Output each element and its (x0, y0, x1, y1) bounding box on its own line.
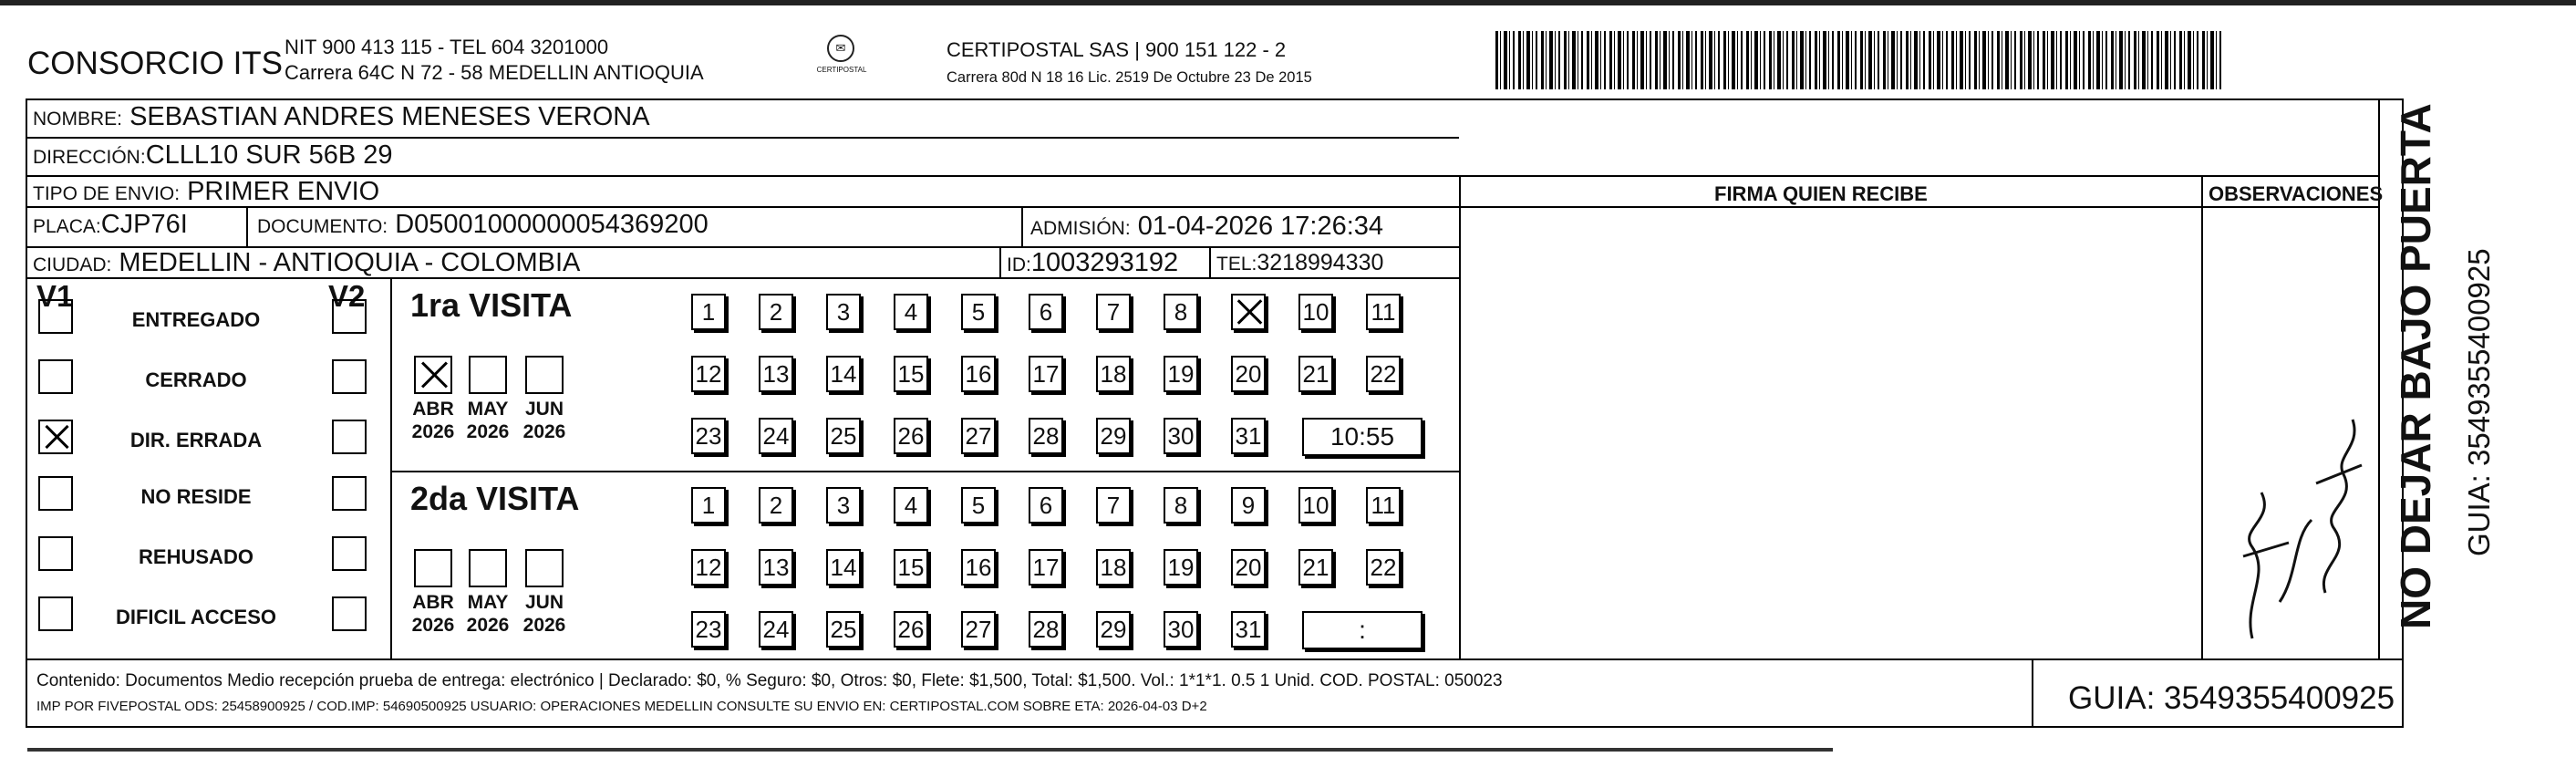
day-box[interactable]: 16 (961, 356, 996, 392)
month-checkbox[interactable] (525, 356, 564, 394)
day-box[interactable]: 25 (826, 611, 861, 648)
day-box[interactable]: 11 (1366, 294, 1401, 330)
day-box[interactable]: 7 (1096, 294, 1131, 330)
day-box[interactable]: 1 (691, 487, 726, 524)
day-box[interactable]: 21 (1298, 549, 1333, 586)
day-box[interactable]: 21 (1298, 356, 1333, 392)
day-box[interactable]: 22 (1366, 356, 1401, 392)
field-id: ID:1003293192 (1007, 248, 1179, 277)
day-box[interactable]: 13 (759, 356, 793, 392)
day-box[interactable]: 24 (759, 611, 793, 648)
month-name: MAY (467, 399, 509, 420)
day-box[interactable]: 3 (826, 294, 861, 330)
day-box[interactable]: 4 (894, 487, 928, 524)
month-year: 2026 (466, 615, 510, 636)
courier-name: CERTIPOSTAL SAS | 900 151 122 - 2 (947, 38, 1287, 61)
logo-text: CERTIPOSTAL (816, 66, 867, 74)
day-box[interactable]: 27 (961, 418, 996, 454)
status-label: CERRADO (145, 368, 247, 391)
day-box[interactable]: 30 (1164, 418, 1198, 454)
month-checkbox[interactable] (414, 549, 452, 587)
barcode (1495, 31, 2225, 89)
month-name: ABR (412, 592, 454, 613)
day-box[interactable]: 14 (826, 356, 861, 392)
day-box[interactable]: 29 (1096, 418, 1131, 454)
day-box[interactable]: 29 (1096, 611, 1131, 648)
month-name: JUN (524, 399, 564, 420)
month-year: 2026 (411, 421, 455, 442)
document-value: D05001000000054369200 (395, 210, 709, 239)
day-box[interactable]: 17 (1029, 549, 1063, 586)
day-box[interactable]: 28 (1029, 611, 1063, 648)
day-box[interactable]: 20 (1231, 549, 1266, 586)
footer-print-info: IMP POR FIVEPOSTAL ODS: 25458900925 / COD.IMP: 54690500925 USUARIO: OPERACIONES MEDELLIN CONSULTE SU ENVIO EN: CERTIPOSTAL.COM SOBRE ETA: 2026-04-03 D+2 (36, 699, 1207, 714)
day-box[interactable]: 22 (1366, 549, 1401, 586)
day-box[interactable]: 4 (894, 294, 928, 330)
day-box[interactable]: 18 (1096, 549, 1131, 586)
plate-value: CJP76I (100, 210, 188, 239)
signature-header: FIRMA QUIEN RECIBE (1714, 182, 1928, 205)
field-nombre: NOMBRE: SEBASTIAN ANDRES MENESES VERONA (33, 102, 650, 131)
visit-title: 1ra VISITA (410, 286, 573, 324)
day-box[interactable]: 9 (1231, 487, 1266, 524)
day-box[interactable]: 19 (1164, 356, 1198, 392)
day-box[interactable]: 15 (894, 356, 928, 392)
day-box[interactable]: 10 (1298, 294, 1333, 330)
day-box[interactable]: 3 (826, 487, 861, 524)
status-label: DIFICIL ACCESO (115, 606, 276, 628)
day-box[interactable]: 28 (1029, 418, 1063, 454)
day-box[interactable]: 6 (1029, 487, 1063, 524)
admission-value: 01-04-2026 17:26:34 (1137, 212, 1384, 241)
v2-header: V2 (328, 279, 366, 313)
month-year: 2026 (466, 421, 510, 442)
day-box[interactable]: 15 (894, 549, 928, 586)
day-box[interactable]: 26 (894, 611, 928, 648)
courier-info (947, 36, 1312, 91)
day-box[interactable]: 5 (961, 487, 996, 524)
day-box[interactable]: 12 (691, 356, 726, 392)
month-checkbox[interactable] (525, 549, 564, 587)
day-box[interactable]: 24 (759, 418, 793, 454)
day-box[interactable]: 1 (691, 294, 726, 330)
day-box[interactable]: 25 (826, 418, 861, 454)
day-box[interactable]: 27 (961, 611, 996, 648)
checkmark-x-icon (419, 360, 448, 389)
time-box[interactable]: : (1302, 611, 1422, 649)
recipient-address: CLLL10 SUR 56B 29 (145, 140, 393, 170)
month-name: ABR (412, 399, 454, 420)
company-info (284, 35, 704, 86)
certipostal-logo-icon: ✉ CERTIPOSTAL (807, 35, 876, 86)
day-box[interactable]: 2 (759, 487, 793, 524)
field-tel: TEL:3218994330 (1216, 250, 1384, 275)
handwritten-signature (2225, 347, 2371, 648)
day-box[interactable]: 17 (1029, 356, 1063, 392)
bottom-rule (27, 748, 1833, 752)
courier-address: Carrera 80d N 18 16 Lic. 2519 De Octubre 23 De 2015 (947, 69, 1312, 86)
footer-contents: Contenido: Documentos Medio recepción prueba de entrega: electrónico | Declarado: $0, % Seguro: $0, Otros: $0, Flete: $1,500, Total: $1,500. Vol.: 1*1*1. 0.5 1 Unid. COD. POSTAL: 050023 (36, 671, 1503, 690)
month-checkbox[interactable] (469, 549, 507, 587)
month-checkbox[interactable] (469, 356, 507, 394)
id-value: 1003293192 (1030, 248, 1179, 277)
v1-header: V1 (36, 279, 74, 313)
month-name: MAY (467, 592, 509, 613)
month-year: 2026 (522, 421, 566, 442)
month-year: 2026 (411, 615, 455, 636)
tel-value: 3218994330 (1257, 250, 1384, 275)
month-checkbox[interactable] (414, 356, 452, 394)
recipient-name: SEBASTIAN ANDRES MENESES VERONA (129, 102, 650, 131)
day-box[interactable]: 31 (1231, 611, 1266, 648)
day-box[interactable]: 19 (1164, 549, 1198, 586)
no-dejar-bajo-puerta: NO DEJAR BAJO PUERTA (2392, 103, 2439, 629)
company-name: CONSORCIO ITS (27, 46, 284, 81)
day-box[interactable]: 14 (826, 549, 861, 586)
day-box[interactable]: 5 (961, 294, 996, 330)
observations-header: OBSERVACIONES (2209, 182, 2384, 205)
status-label: REHUSADO (139, 545, 253, 568)
field-placa: PLACA:CJP76I (33, 210, 188, 239)
day-box[interactable]: 6 (1029, 294, 1063, 330)
footer-guia: GUIA: 3549355400925 (2068, 680, 2395, 716)
city-value: MEDELLIN - ANTIOQUIA - COLOMBIA (119, 248, 581, 277)
day-box[interactable]: 26 (894, 418, 928, 454)
month-year: 2026 (522, 615, 566, 636)
day-box[interactable]: 13 (759, 549, 793, 586)
visit-title: 2da VISITA (410, 480, 580, 517)
field-tipo-envio: TIPO DE ENVIO: PRIMER ENVIO (33, 177, 380, 206)
day-box[interactable]: 18 (1096, 356, 1131, 392)
company-address: Carrera 64C N 72 - 58 MEDELLIN ANTIOQUIA (284, 61, 704, 84)
field-documento: DOCUMENTO: D05001000000054369200 (257, 210, 709, 239)
day-box[interactable]: 10 (1298, 487, 1333, 524)
field-admision: ADMISIÓN: 01-04-2026 17:26:34 (1030, 212, 1384, 241)
field-direccion: DIRECCIÓN:CLLL10 SUR 56B 29 (33, 140, 393, 170)
day-box[interactable]: 30 (1164, 611, 1198, 648)
company-nit: NIT 900 413 115 - TEL 604 3201000 (284, 36, 609, 58)
day-box[interactable]: 16 (961, 549, 996, 586)
day-box[interactable] (1231, 294, 1266, 330)
month-label (456, 591, 520, 637)
day-box[interactable]: 8 (1164, 487, 1198, 524)
month-label (456, 398, 520, 443)
month-label (512, 591, 576, 637)
side-guia: GUIA: 3549355400925 (2462, 248, 2496, 556)
day-box[interactable]: 7 (1096, 487, 1131, 524)
month-label (512, 398, 576, 443)
field-ciudad: CIUDAD: MEDELLIN - ANTIOQUIA - COLOMBIA (33, 248, 581, 277)
status-label: DIR. ERRADA (129, 429, 263, 451)
time-box[interactable]: 10:55 (1302, 418, 1422, 456)
checkmark-x-icon (1236, 298, 1261, 326)
day-box[interactable]: 31 (1231, 418, 1266, 454)
status-label: NO RESIDE (140, 485, 252, 508)
day-box[interactable]: 2 (759, 294, 793, 330)
status-label: ENTREGADO (131, 308, 261, 331)
day-box[interactable]: 12 (691, 549, 726, 586)
day-box[interactable]: 11 (1366, 487, 1401, 524)
day-box[interactable]: 23 (691, 611, 726, 648)
top-rule (0, 0, 2576, 5)
shipment-type: PRIMER ENVIO (187, 177, 380, 206)
month-name: JUN (524, 592, 564, 613)
delivery-form (26, 99, 2404, 728)
day-box[interactable]: 23 (691, 418, 726, 454)
day-box[interactable]: 8 (1164, 294, 1198, 330)
day-box[interactable]: 20 (1231, 356, 1266, 392)
